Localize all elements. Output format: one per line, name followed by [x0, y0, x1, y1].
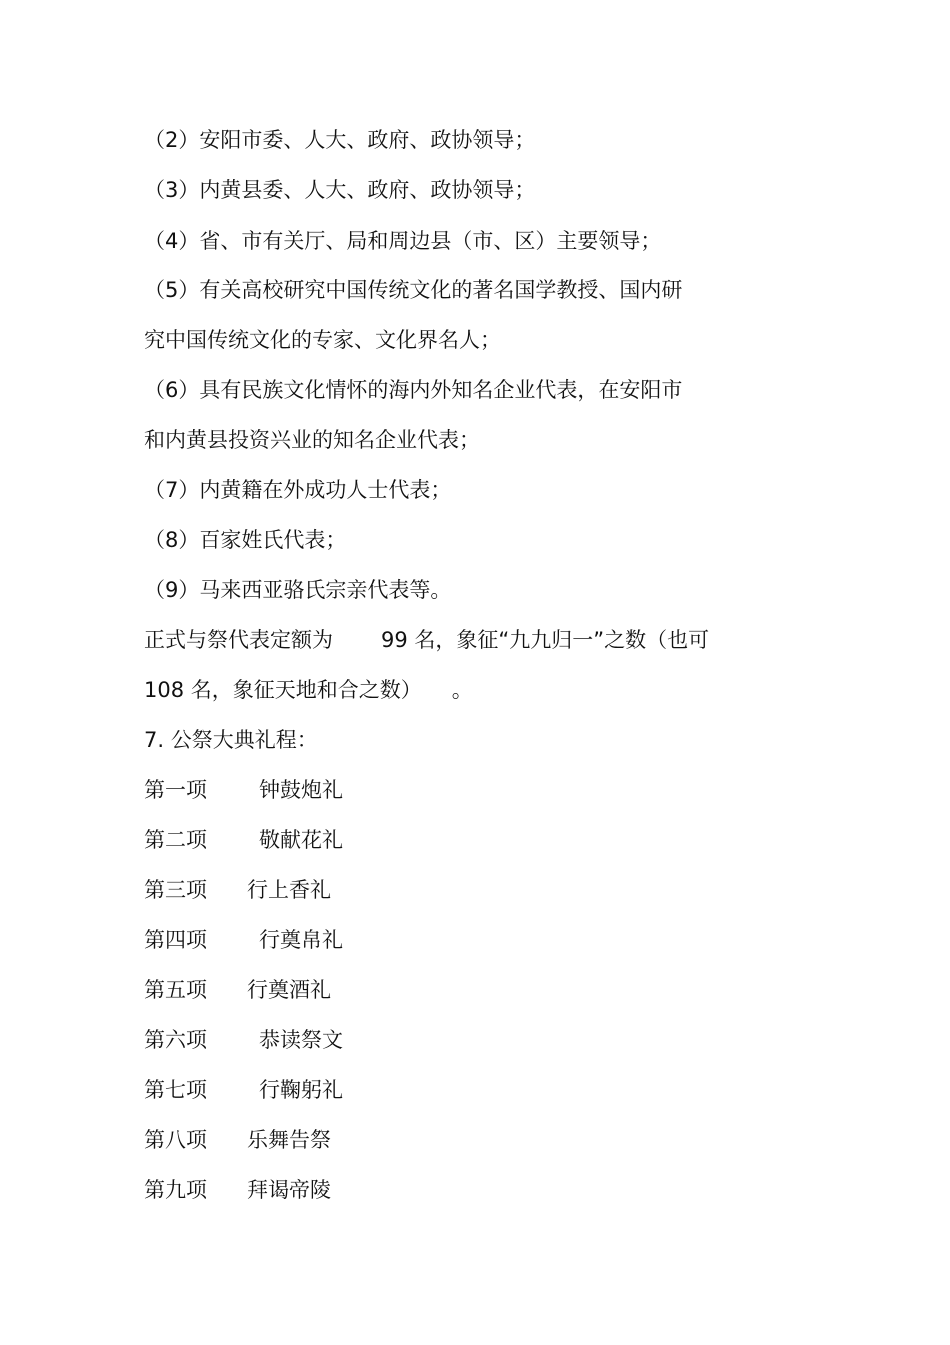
step-number: 第八项 — [144, 1128, 207, 1152]
participant-item-8: （8）百家姓氏代表； — [144, 528, 347, 552]
participant-item-4: （4）省、市有关厅、局和周边县（市、区）主要领导； — [144, 229, 662, 253]
participant-item-5-line2: 究中国传统文化的专家、文化界名人； — [144, 328, 501, 352]
step-name: 行上香礼 — [247, 878, 331, 902]
step-number: 第四项 — [144, 928, 207, 952]
step-number: 第二项 — [144, 828, 207, 852]
quota-text-d: 。 — [451, 678, 473, 702]
quota-line-1 — [144, 625, 709, 655]
ceremony-heading: 7. 公祭大典礼程： — [144, 728, 318, 752]
step-row-4 — [144, 925, 343, 955]
step-number: 第七项 — [144, 1078, 207, 1102]
step-name: 行奠帛礼 — [259, 928, 343, 952]
step-name: 乐舞告祭 — [247, 1128, 331, 1152]
step-number: 第五项 — [144, 978, 207, 1002]
step-name: 拜谒帝陵 — [247, 1178, 331, 1202]
step-name: 敬献花礼 — [259, 828, 343, 852]
step-row-1 — [144, 775, 343, 805]
participant-item-6-line1: （6）具有民族文化情怀的海内外知名企业代表，在安阳市 — [144, 378, 683, 402]
step-row-2 — [144, 825, 343, 855]
participant-item-3: （3）内黄县委、人大、政府、政协领导； — [144, 178, 536, 202]
participant-item-6-line2: 和内黄县投资兴业的知名企业代表； — [144, 428, 480, 452]
step-name: 行奠酒礼 — [247, 978, 331, 1002]
step-row-6 — [144, 1025, 343, 1055]
quota-text-c: 108 名，象征天地和合之数） — [144, 678, 422, 702]
participant-item-2: （2）安阳市委、人大、政府、政协领导； — [144, 128, 536, 152]
step-row-9 — [144, 1175, 331, 1205]
step-row-7 — [144, 1075, 343, 1105]
step-name: 恭读祭文 — [259, 1028, 343, 1052]
step-name: 钟鼓炮礼 — [259, 778, 343, 802]
step-row-5 — [144, 975, 331, 1005]
step-number: 第九项 — [144, 1178, 207, 1202]
quota-line-2 — [144, 675, 473, 705]
step-row-3 — [144, 875, 331, 905]
step-row-8 — [144, 1125, 331, 1155]
participant-item-9: （9）马来西亚骆氏宗亲代表等。 — [144, 578, 452, 602]
quota-text-a: 正式与祭代表定额为 — [144, 628, 333, 652]
step-name: 行鞠躬礼 — [259, 1078, 343, 1102]
participant-item-7: （7）内黄籍在外成功人士代表； — [144, 478, 452, 502]
step-number: 第一项 — [144, 778, 207, 802]
step-number: 第三项 — [144, 878, 207, 902]
quota-text-b: 99 名，象征“九九归一”之数（也可 — [381, 628, 710, 652]
participant-item-5-line1: （5）有关高校研究中国传统文化的著名国学教授、国内研 — [144, 278, 683, 302]
step-number: 第六项 — [144, 1028, 207, 1052]
